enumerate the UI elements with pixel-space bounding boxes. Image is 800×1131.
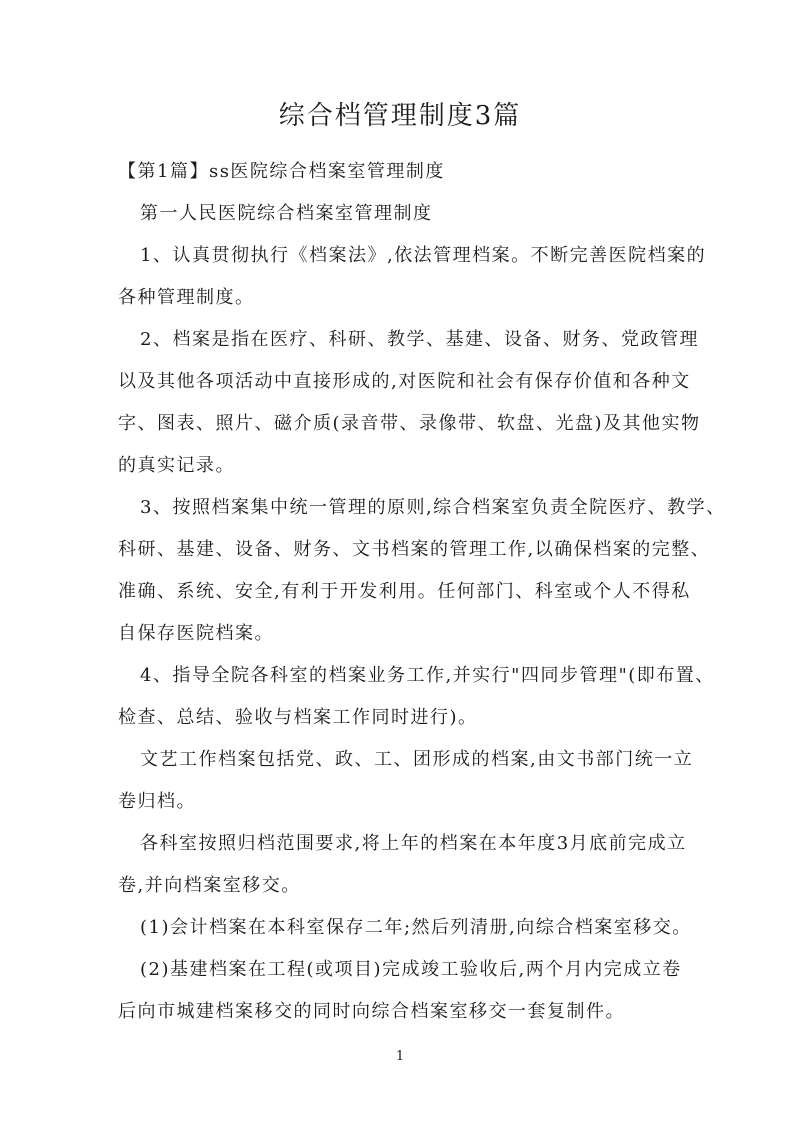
paragraph-line: (2)基建档案在工程(或项目)完成竣工验收后,两个月内完成立卷 [140,959,682,980]
paragraph-line: 第一人民医院综合档案室管理制度 [140,203,433,224]
paragraph-line: 卷归档。 [118,791,196,812]
paragraph-line: 卷,并向档案室移交。 [118,875,301,896]
paragraph-line: 自保存医院档案。 [118,623,274,644]
page-number: 1 [395,1049,405,1064]
paragraph-line: 1、认真贯彻执行《档案法》,依法管理档案。不断完善医院档案的 [140,245,707,266]
paragraph-line: 文艺工作档案包括党、政、工、团形成的档案,由文书部门统一立 [140,749,694,770]
paragraph-line: 2、档案是指在医疗、科研、教学、基建、设备、财务、党政管理 [140,329,699,350]
paragraph-line: 检查、总结、验收与档案工作同时进行)。 [118,707,478,728]
paragraph-line: 字、图表、照片、磁介质(录音带、录像带、软盘、光盘)及其他实物 [118,413,701,434]
paragraph-line: 以及其他各项活动中直接形成的,对医院和社会有保存价值和各种文 [118,371,691,392]
document-title: 综合档管理制度3篇 [278,101,522,131]
paragraph-line: 各种管理制度。 [118,287,255,308]
paragraph-line: 科研、基建、设备、财务、文书档案的管理工作,以确保档案的完整、 [118,539,711,560]
paragraph-line: 准确、系统、安全,有利于开发利用。任何部门、科室或个人不得私 [118,581,691,602]
paragraph-line: 3、按照档案集中统一管理的原则,综合档案室负责全院医疗、教学、 [140,497,726,518]
paragraph-line: 的真实记录。 [118,455,235,476]
paragraph-line: 4、指导全院各科室的档案业务工作,并实行"四同步管理"(即布置、 [140,665,715,686]
section-heading: 【第1篇】ss医院综合档案室管理制度 [118,161,445,182]
paragraph-line: 后向市城建档案移交的同时向综合档案室移交一套复制件。 [118,1001,625,1022]
paragraph-line: 各科室按照归档范围要求,将上年的档案在本年度3月底前完成立 [140,833,687,854]
paragraph-line: (1)会计档案在本科室保存二年;然后列清册,向综合档案室移交。 [140,917,692,938]
